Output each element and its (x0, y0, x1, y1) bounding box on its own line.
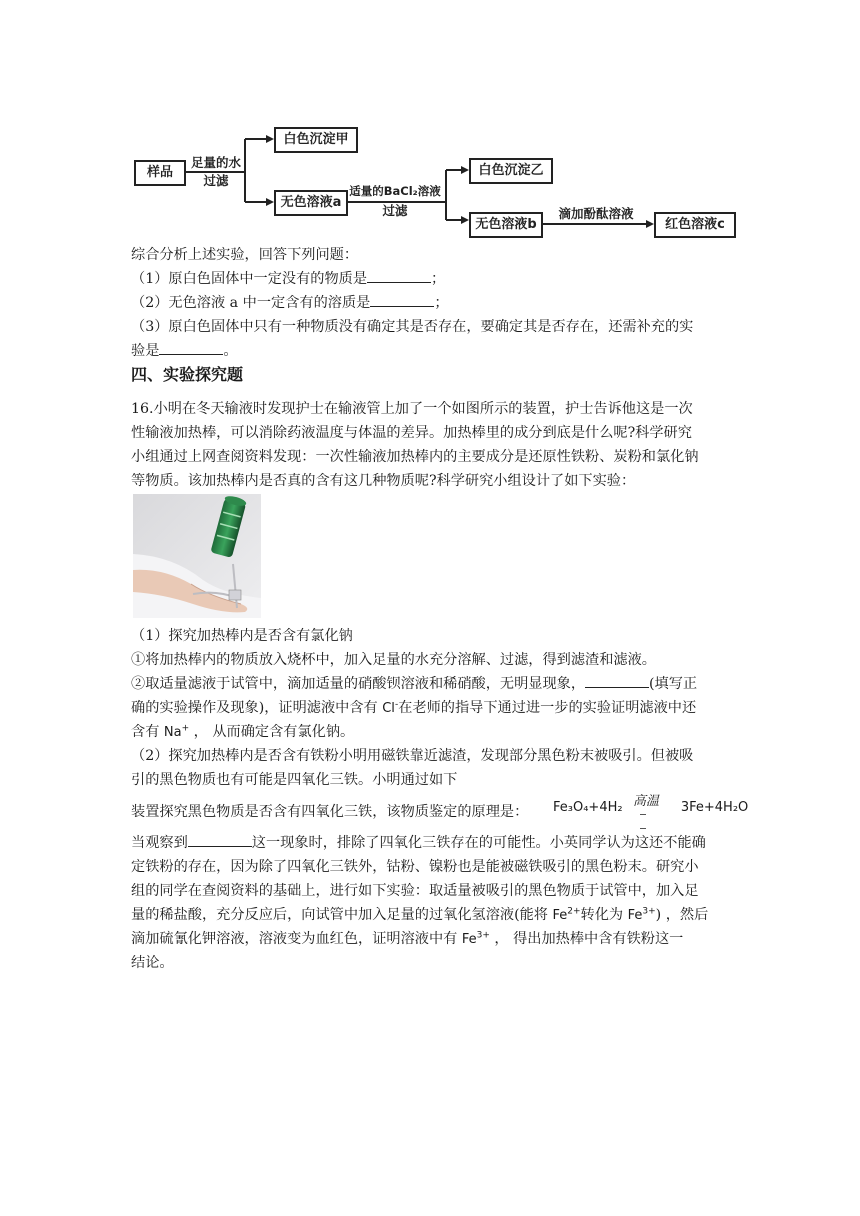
step1-sub: 过滤 (203, 173, 229, 188)
part2-line1: （2）探究加热棒内是否含有铁粉小明用磁铁靠近滤渣，发现部分黑色粉末被吸引。但被吸 (131, 748, 694, 764)
step3-label: 滴加酚酞溶液 (558, 206, 634, 221)
part2-line7-text-c: ) ，然后 (655, 907, 709, 923)
white-precipitate-a-box: 白色沉淀甲 (274, 127, 358, 153)
part2-line2: 引的黑色物质也有可能是四氧化三铁。小明通过如下 (131, 772, 458, 788)
question-2-text: （2）无色溶液 a 中一定含有的溶质是 (131, 295, 371, 311)
equation-reactants: Fe₃O₄+4H₂ (553, 800, 623, 815)
question-2-end: ； (434, 295, 449, 311)
heating-rod-photo (133, 494, 261, 618)
colorless-solution-a-box: 无色溶液a (274, 190, 348, 216)
part2-line8-text-b: ， 得出加热棒中含有铁粉这一 (489, 931, 684, 947)
question-1-end: ； (431, 271, 446, 287)
part1-step2-line1 (131, 672, 697, 696)
part1-step2-text-b: (填写正 (649, 676, 698, 692)
ferrous-ion: $Fe^{2+}$ (552, 906, 581, 923)
answer-blank-4[interactable] (585, 673, 649, 688)
sodium-ion: Na+ (163, 723, 190, 740)
question-2 (131, 291, 449, 315)
step2-label: 适量的BaCl₂溶液 (349, 184, 441, 198)
experiment-flowchart (128, 118, 736, 246)
p16-line3: 小组通过上网查阅资料发现：一次性输液加热棒内的主要成分是还原性铁粉、炭粉和氯化钠 (131, 449, 699, 465)
section-heading: 四、实验探究题 (131, 365, 244, 384)
part2-line4 (131, 831, 706, 855)
p16-line1: 16.小明在冬天输液时发现护士在输液管上加了一个如图所示的装置，护士告诉他这是一次 (131, 401, 693, 417)
question-1 (131, 267, 445, 291)
step2-sub: 过滤 (382, 203, 408, 218)
chloride-ion: Cl- (382, 699, 399, 716)
part2-line7-text-b: 转化为 (580, 907, 628, 923)
colorless-solution-b-box: 无色溶液b (469, 212, 543, 238)
equation-dash-1 (640, 814, 646, 815)
part2-line4-text-b: 这一现象时，排除了四氧化三铁存在的可能性。小英同学认为这还不能确 (251, 835, 706, 851)
part1-line2-text: 确的实验操作及现象)，证明滤液中含有 (131, 700, 383, 716)
intro-text: 综合分析上述实验，回答下列问题： (131, 247, 359, 263)
answer-blank-2[interactable] (370, 292, 434, 307)
white-precipitate-b-box: 白色沉淀乙 (469, 158, 553, 184)
part1-step2-line2 (131, 696, 696, 721)
part2-line6: 组的同学在查阅资料的基础上，进行如下实验：取适量被吸引的黑色物质于试管中，加入足 (131, 883, 699, 899)
part1-step2-text: ②取适量滤液于试管中，滴加适量的硝酸钡溶液和稀硝酸，无明显现象， (131, 676, 586, 692)
part2-line8-text: 滴加硫氰化钾溶液，溶液变为血红色，证明溶液中有 (131, 931, 462, 947)
ferric-ion: $Fe^{3+}$ (627, 906, 656, 923)
part1-step2-line3 (131, 720, 354, 745)
part2-line3: 装置探究黑色物质是否含有四氧化三铁，该物质鉴定的原理是： (131, 804, 529, 820)
sample-box: 样品 (134, 160, 186, 186)
equation-dash-2 (640, 828, 646, 829)
answer-blank-3[interactable] (159, 340, 223, 355)
part2-line7-text: 量的稀盐酸，充分反应后，向试管中加入足量的过氧化氢溶液(能将 (131, 907, 553, 923)
part1-line3-text: 含有 (131, 724, 164, 740)
part2-line9: 结论。 (131, 955, 174, 971)
question-1-text: （1）原白色固体中一定没有的物质是 (131, 271, 368, 287)
equation-condition: 高温 (632, 794, 659, 809)
part1-title: （1）探究加热棒内是否含有氯化钠 (131, 628, 353, 644)
part1-step1: ①将加热棒内的物质放入烧杯中，加入足量的水充分溶解、过滤，得到滤渣和滤液。 (131, 652, 656, 668)
part2-line4-text: 当观察到 (131, 835, 188, 851)
p16-line4: 等物质。该加热棒内是否真的含有这几种物质呢?科学研究小组设计了如下实验： (131, 473, 636, 489)
part1-line3-text-b: ， 从而确定含有氯化钠。 (189, 724, 355, 740)
question-3-line1: （3）原白色固体中只有一种物质没有确定其是否存在，要确定其是否存在，还需补充的实 (131, 319, 694, 335)
ferric-ion-2: $Fe^{3+}$ (461, 930, 490, 947)
question-3-line2 (131, 339, 238, 363)
part1-line2-text-b: 在老师的指导下通过进一步的实验证明滤液中还 (398, 700, 697, 716)
question-3-end: 。 (223, 343, 238, 359)
red-solution-c-box: 红色溶液c (654, 212, 736, 238)
p16-line2: 性输液加热棒，可以消除药液温度与体温的差异。加热棒里的成分到底是什么呢?科学研究 (131, 425, 692, 441)
part2-line7 (131, 903, 708, 928)
answer-blank-1[interactable] (367, 268, 431, 283)
step1-label: 足量的水 (190, 155, 241, 170)
answer-blank-5[interactable] (188, 832, 252, 847)
equation-products: 3Fe+4H₂O (680, 800, 749, 815)
part2-line5: 定铁粉的存在，因为除了四氧化三铁外，钴粉、镍粉也是能被磁铁吸引的黑色粉末。研究小 (131, 859, 699, 875)
question-3-text: 验是 (131, 343, 160, 359)
part2-line8 (131, 927, 683, 952)
